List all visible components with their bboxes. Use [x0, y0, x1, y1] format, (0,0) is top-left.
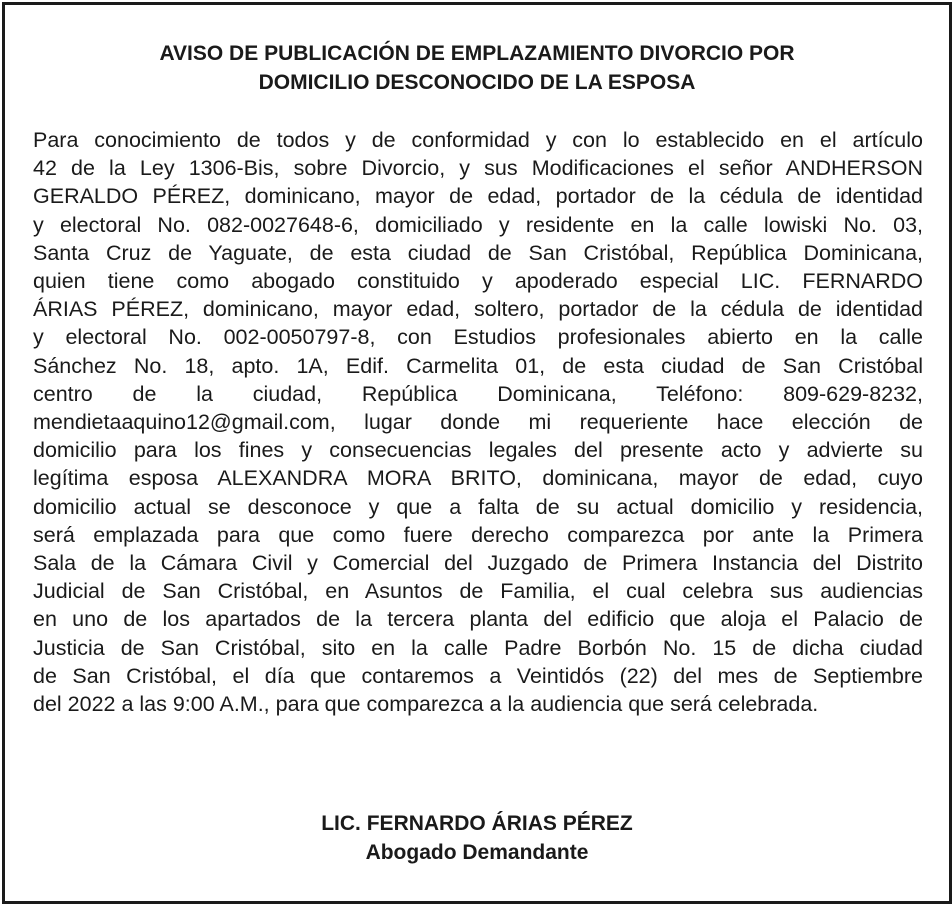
body-line: centro de la ciudad, República Dominicana, Teléfono: 809-629-8232, [33, 381, 923, 406]
body-line: Para conocimiento de todos y de conformidad y con lo establecido en el artículo [33, 128, 923, 152]
body-line: GERALDO PÉREZ, dominicano, mayor de edad, portador de la cédula de identidad [33, 184, 923, 209]
signature-block [5, 809, 949, 867]
body-line: Justicia de San Cristóbal, sito en la calle Padre Borbón No. 15 de dicha ciudad [33, 635, 923, 660]
body-line: y electoral No. 082-0027648-6, domiciliado y residente en la calle lowiski No. 03, [33, 212, 923, 237]
body-line: legítima esposa ALEXANDRA MORA BRITO, dominicana, mayor de edad, cuyo [33, 466, 923, 491]
body-line: y electoral No. 002-0050797-8, con Estudios profesionales abierto en la calle [33, 325, 923, 350]
title-line-2: DOMICILIO DESCONOCIDO DE LA ESPOSA [258, 71, 696, 94]
body-line: domicilio para los fines y consecuencias legales del presente acto y advierte su [33, 438, 923, 463]
notice-title [5, 39, 949, 97]
body-line: domicilio actual se desconoce y que a falta de su actual domicilio y residencia, [33, 494, 923, 519]
notice-body [33, 126, 923, 718]
body-line: 42 de la Ley 1306-Bis, sobre Divorcio, y sus Modificaciones el señor ANDHERSON [33, 156, 923, 181]
signature-name: LIC. FERNARDO ÁRIAS PÉREZ [321, 812, 633, 835]
body-line: Sala de la Cámara Civil y Comercial del Juzgado de Primera Instancia del Distrito [33, 551, 923, 576]
body-line: mendietaaquino12@gmail.com, lugar donde mi requeriente hace elección de [33, 410, 923, 435]
body-line: será emplazada para que como fuere derecho comparezca por ante la Primera [33, 522, 923, 547]
body-line: de San Cristóbal, el día que contaremos a Veintidós (22) del mes de Septiembre [33, 663, 923, 688]
body-line: Santa Cruz de Yaguate, de esta ciudad de San Cristóbal, República Dominicana, [33, 240, 923, 265]
notice-frame [2, 2, 952, 904]
body-line: Judicial de San Cristóbal, en Asuntos de Familia, el cual celebra sus audiencias [33, 579, 923, 604]
body-line: quien tiene como abogado constituido y apoderado especial LIC. FERNARDO [33, 269, 923, 294]
body-line: del 2022 a las 9:00 A.M., para que comparezca a la audiencia que será celebrada. [33, 692, 819, 717]
signature-role: Abogado Demandante [365, 841, 589, 864]
body-line: Sánchez No. 18, apto. 1A, Edif. Carmelita 01, de esta ciudad de San Cristóbal [33, 353, 923, 378]
body-line: ÁRIAS PÉREZ, dominicano, mayor edad, soltero, portador de la cédula de identidad [33, 297, 923, 322]
title-line-1: AVISO DE PUBLICACIÓN DE EMPLAZAMIENTO DIVORCIO POR [159, 42, 795, 65]
body-line: en uno de los apartados de la tercera planta del edificio que aloja el Palacio de [33, 607, 923, 632]
